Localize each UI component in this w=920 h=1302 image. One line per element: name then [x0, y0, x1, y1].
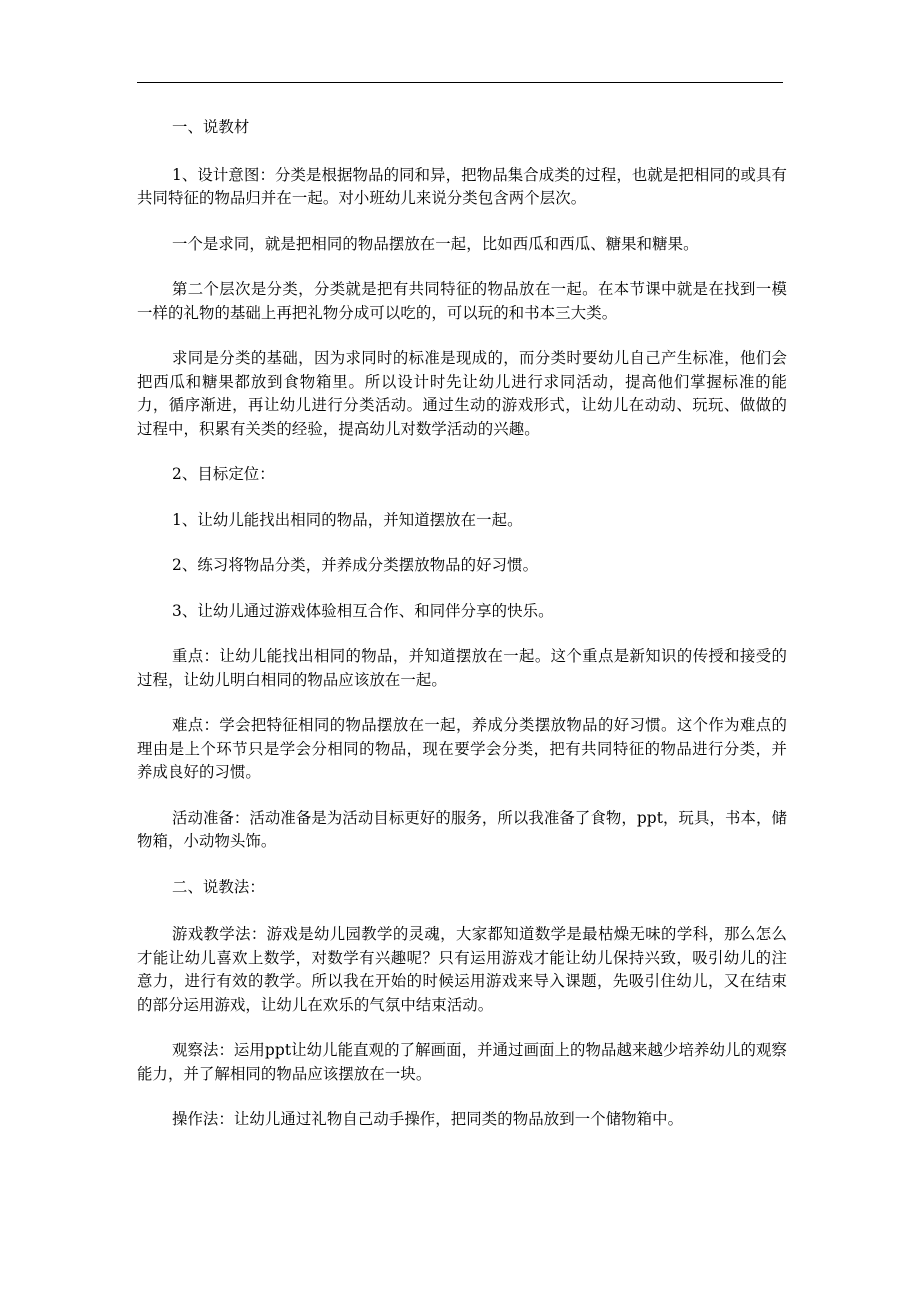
goal-item-2: 2、练习将物品分类，并养成分类摆放物品的好习惯。 [171, 556, 539, 574]
goal-item-3: 3、让幼儿通过游戏体验相互合作、和同伴分享的快乐。 [171, 601, 554, 620]
paragraph-key-point: 重点：让幼儿能找出相同的物品，并知道摆放在一起。这个重点是新知识的传授和接受的过程，让幼儿明白相同的物品应该放在一起。 [137, 647, 787, 689]
document-body [137, 116, 787, 1154]
paragraph-game-teaching-method: 游戏教学法：游戏是幼儿园教学的灵魂，大家都知道数学是最枯燥无味的学科，那么怎么才能让幼儿喜欢上数学，对数学有兴趣呢？只有运用游戏才能让幼儿保持兴致，吸引幼儿的注意力，进行有效的教学。所以我在开始的时候运用游戏来导入课题，先吸引住幼儿，又在结束的部分运用游戏，让幼儿在欢乐的气氛中结束活动。 [137, 925, 787, 1014]
paragraph-difficulty: 难点：学会把特征相同的物品摆放在一起，养成分类摆放物品的好习惯。这个作为难点的理由是上个环节只是学会分相同的物品，现在要学会分类，把有共同特征的物品进行分类，并养成良好的习惯。 [137, 716, 787, 781]
paragraph-activity-preparation: 活动准备：活动准备是为活动目标更好的服务，所以我准备了食物，ppt，玩具，书本，储物箱，小动物头饰。 [137, 808, 787, 850]
paragraph-operation-method: 操作法：让幼儿通过礼物自己动手操作，把同类的物品放到一个储物箱中。 [171, 1110, 684, 1128]
paragraph-design-intent: 1、设计意图：分类是根据物品的同和异，把物品集合成类的过程，也就是把相同的或具有共同特征的物品归并在一起。对小班幼儿来说分类包含两个层次。 [137, 165, 787, 207]
section-heading-teaching-methods: 二、说教法： [171, 877, 265, 896]
section-heading-teaching-material: 一、说教材 [171, 118, 250, 136]
header-rule [137, 82, 783, 83]
paragraph-classification-basis: 求同是分类的基础，因为求同时的标准是现成的，而分类时要幼儿自己产生标准，他们会把西瓜和糖果都放到食物箱里。所以设计时先让幼儿进行求同活动，提高他们掌握标准的能力，循序渐进，再让幼儿进行分类活动。通过生动的游戏形式，让幼儿在动动、玩玩、做做的过程中，积累有关类的经验，提高幼儿对数学活动的兴趣。 [137, 349, 787, 438]
paragraph-seek-same: 一个是求同，就是把相同的物品摆放在一起，比如西瓜和西瓜、糖果和糖果。 [171, 234, 699, 253]
paragraph-classification-level: 第二个层次是分类，分类就是把有共同特征的物品放在一起。在本节课中就是在找到一模一样的礼物的基础上再把礼物分成可以吃的，可以玩的和书本三大类。 [137, 280, 787, 322]
paragraph-observation-method: 观察法：运用ppt让幼儿能直观的了解画面，并通过画面上的物品越来越少培养幼儿的观察能力，并了解相同的物品应该摆放在一块。 [137, 1041, 787, 1083]
subheading-goal-setting: 2、目标定位： [171, 465, 275, 483]
goal-item-1: 1、让幼儿能找出相同的物品，并知道摆放在一起。 [171, 510, 523, 529]
